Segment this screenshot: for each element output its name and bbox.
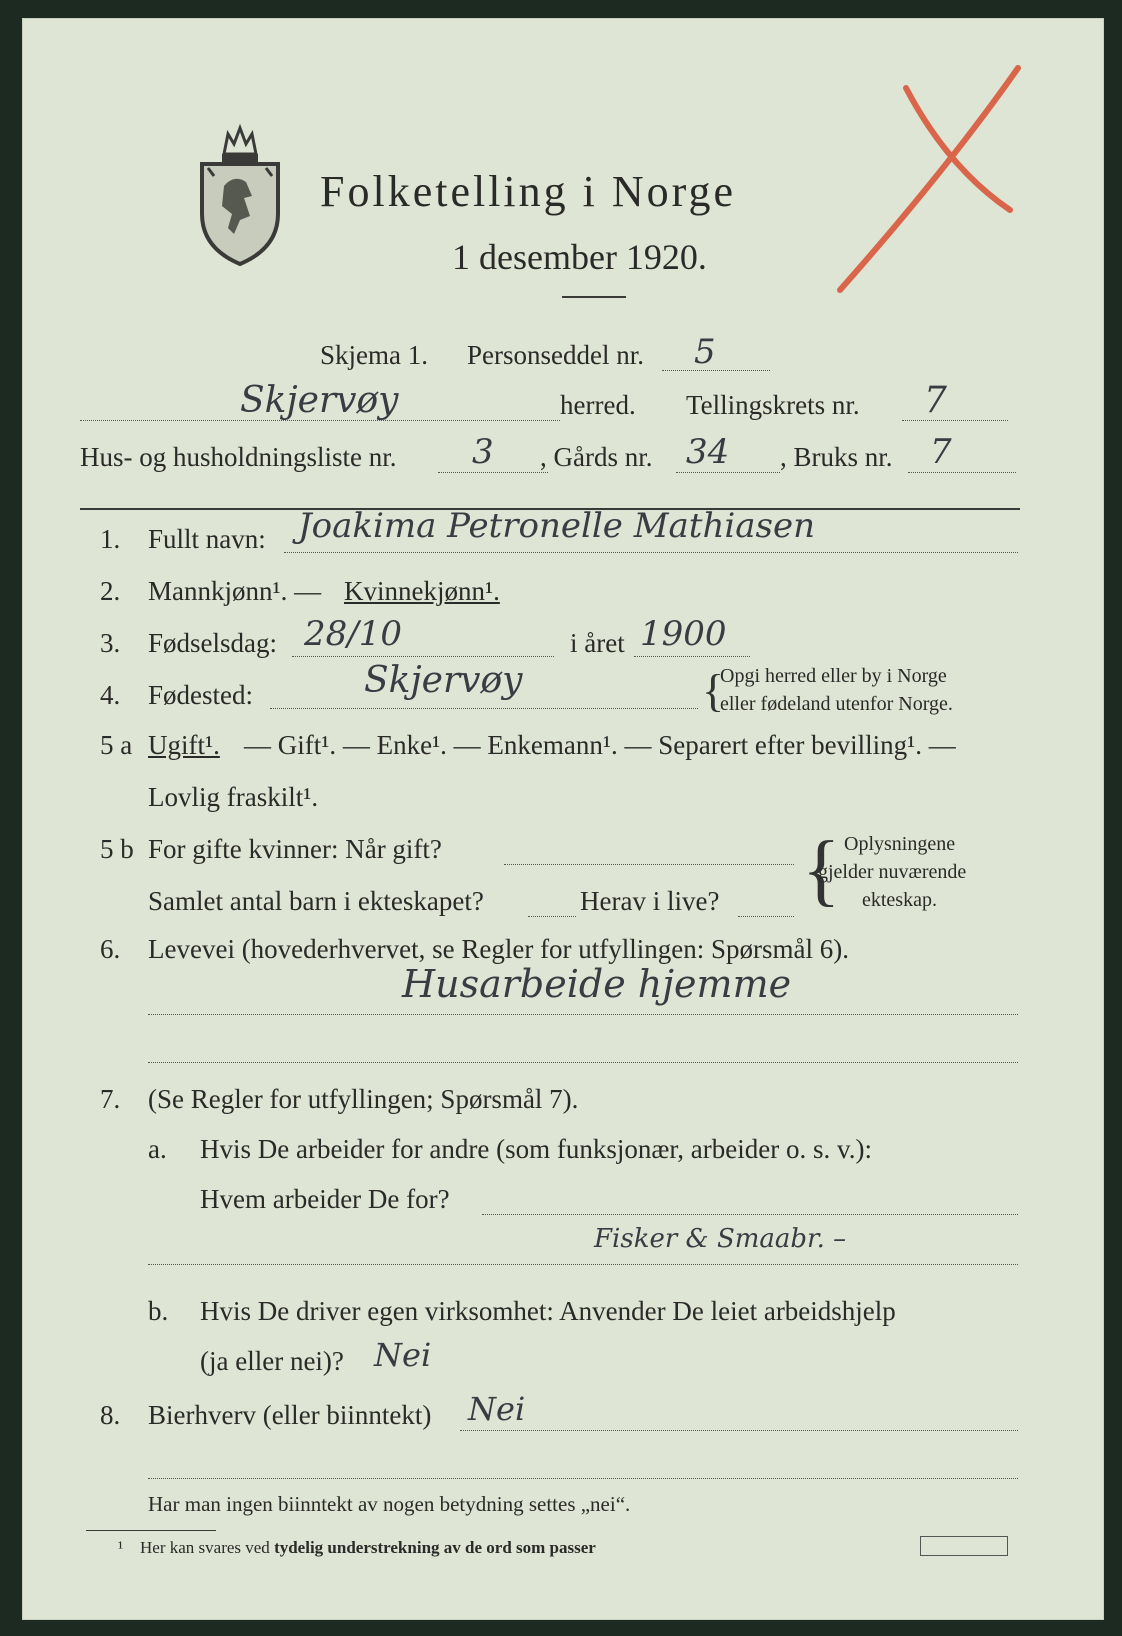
alive-label: Herav i live? bbox=[580, 886, 720, 916]
q7-label: (Se Regler for utfyllingen; Spørsmål 7). bbox=[148, 1084, 579, 1114]
q6-number: 6. bbox=[100, 934, 121, 964]
male-option: Mannkjønn¹. — bbox=[148, 576, 322, 606]
census-date: 1 desember 1920. bbox=[452, 237, 707, 277]
q7b-label-1: Hvis De driver egen virksomhet: Anvender De leiet arbeidshjelp bbox=[200, 1296, 896, 1326]
q4-line bbox=[270, 708, 698, 709]
gards-line bbox=[676, 472, 780, 473]
q5b-brace: { bbox=[802, 826, 841, 914]
q1-label: Fullt navn: bbox=[148, 524, 266, 554]
q4-note-1: Opgi herred eller by i Norge bbox=[720, 665, 947, 687]
red-cross-mark bbox=[828, 58, 1038, 298]
side-income-note: Har man ingen biinntekt av nogen betydning settes „nei“. bbox=[148, 1492, 631, 1516]
schema-label: Skjema 1. bbox=[320, 340, 428, 370]
q6-line-1 bbox=[148, 1014, 1018, 1015]
gards-number: 34 bbox=[686, 432, 730, 472]
q5b-note-3: ekteskap. bbox=[862, 889, 937, 911]
q3-number: 3. bbox=[100, 628, 121, 658]
personseddel-line bbox=[662, 370, 770, 371]
q3-line bbox=[292, 656, 554, 657]
q7b-number: b. bbox=[148, 1296, 169, 1326]
herred-value: Skjervøy bbox=[240, 380, 399, 421]
q1-line bbox=[284, 552, 1018, 553]
tellingskrets-label: Tellingskrets nr. bbox=[686, 390, 860, 420]
q3-label: Fødselsdag: bbox=[148, 628, 278, 658]
q2-number: 2. bbox=[100, 576, 121, 606]
q4-note-2: eller fødeland utenfor Norge. bbox=[720, 693, 953, 715]
q5b-number: 5 b bbox=[100, 834, 134, 864]
married-when-line bbox=[504, 864, 794, 865]
q4-brace: { bbox=[702, 665, 725, 716]
q7a-label-1: Hvis De arbeider for andre (som funksjonær, arbeider o. s. v.): bbox=[200, 1134, 872, 1164]
census-form bbox=[22, 18, 1104, 1620]
husliste-label: Hus- og husholdningsliste nr. bbox=[80, 442, 397, 472]
female-option: Kvinnekjønn¹. bbox=[344, 576, 500, 606]
tellingskrets-line bbox=[902, 420, 1008, 421]
personseddel-number: 5 bbox=[694, 332, 716, 372]
occupation-value: Husarbeide hjemme bbox=[402, 962, 792, 1006]
footnote-prefix: Her kan svares ved bbox=[140, 1538, 270, 1557]
q6-line-2 bbox=[148, 1062, 1018, 1063]
footnote-bold: tydelig understrekning av de ord som passer bbox=[274, 1538, 596, 1557]
husliste-number: 3 bbox=[472, 432, 494, 472]
personseddel-label: Personseddel nr. bbox=[467, 340, 644, 370]
birthplace-value: Skjervøy bbox=[364, 660, 523, 701]
q5b-note-1: Oplysningene bbox=[844, 833, 956, 855]
birth-year-value: 1900 bbox=[640, 614, 727, 654]
employer-value: Fisker & Smaabr. – bbox=[594, 1224, 847, 1254]
children-label: Samlet antal barn i ekteskapet? bbox=[148, 886, 484, 916]
title-divider bbox=[562, 296, 626, 298]
gards-label: , Gårds nr. bbox=[540, 442, 653, 472]
q8-line-1 bbox=[460, 1430, 1018, 1431]
unmarried-option: Ugift¹. bbox=[148, 730, 220, 760]
marital-options: — Gift¹. — Enke¹. — Enkemann¹. — Separert efter bevilling¹. — bbox=[244, 730, 956, 760]
herred-label: herred. bbox=[560, 390, 636, 420]
full-name-value: Joakima Petronelle Mathiasen bbox=[298, 506, 815, 546]
q8-number: 8. bbox=[100, 1400, 121, 1430]
q7a-line-2 bbox=[148, 1264, 1018, 1265]
year-label: i året bbox=[570, 628, 625, 658]
married-when-label: For gifte kvinner: Når gift? bbox=[148, 834, 442, 864]
q4-label: Fødested: bbox=[148, 680, 253, 710]
birthdate-value: 28/10 bbox=[304, 614, 402, 654]
form-title: Folketelling i Norge bbox=[320, 167, 737, 216]
q7b-label-2: (ja eller nei)? bbox=[200, 1346, 344, 1376]
q7a-line-1 bbox=[482, 1214, 1018, 1215]
q5b-note-2: gjelder nuværende bbox=[818, 861, 967, 883]
q8-line-2 bbox=[148, 1478, 1018, 1479]
q8-label: Bierhverv (eller biinntekt) bbox=[148, 1400, 432, 1430]
q7-number: 7. bbox=[100, 1084, 121, 1114]
q5a-number: 5 a bbox=[100, 730, 133, 760]
bruks-label: , Bruks nr. bbox=[780, 442, 893, 472]
hired-help-value: Nei bbox=[374, 1336, 432, 1374]
side-income-value: Nei bbox=[468, 1390, 526, 1428]
printer-stamp bbox=[920, 1536, 1008, 1556]
year-line bbox=[634, 656, 750, 657]
bruks-number: 7 bbox=[930, 432, 952, 472]
q4-number: 4. bbox=[100, 680, 121, 710]
q7a-label-2: Hvem arbeider De for? bbox=[200, 1184, 450, 1214]
coat-of-arms-icon bbox=[194, 116, 286, 266]
footnote-text bbox=[140, 1538, 596, 1558]
tellingskrets-number: 7 bbox=[924, 380, 947, 421]
q6-label: Levevei (hovederhvervet, se Regler for utfyllingen: Spørsmål 6). bbox=[148, 934, 850, 964]
q7a-number: a. bbox=[148, 1134, 167, 1164]
bruks-line bbox=[908, 472, 1016, 473]
children-line bbox=[528, 916, 576, 917]
q1-number: 1. bbox=[100, 524, 121, 554]
divorced-option: Lovlig fraskilt¹. bbox=[148, 782, 319, 812]
footnote-mark: ¹ bbox=[118, 1538, 124, 1557]
husliste-line bbox=[438, 472, 548, 473]
footnote-divider bbox=[86, 1530, 216, 1531]
alive-line bbox=[738, 916, 794, 917]
